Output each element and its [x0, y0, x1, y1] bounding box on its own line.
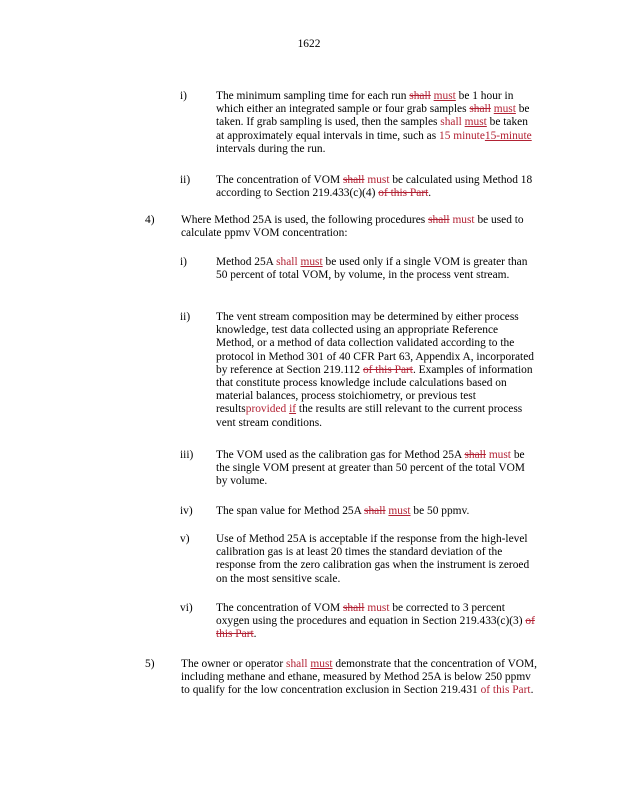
body-text: be taken at approximately equal intervals in time, such as	[216, 116, 528, 142]
item-text	[216, 602, 538, 642]
inserted-text: must	[388, 505, 411, 517]
item-text	[216, 311, 538, 430]
item-text	[216, 90, 538, 156]
revised-text: of this Part	[480, 684, 531, 697]
item-text	[216, 174, 538, 200]
revised-text: 15 minute	[439, 129, 485, 142]
inserted-text: 15-minute	[484, 129, 532, 142]
deleted-text: shall	[364, 505, 386, 517]
inserted-text: must	[493, 103, 516, 116]
item-text	[181, 658, 539, 698]
item-label: i)	[180, 256, 187, 268]
inserted-text: must	[464, 116, 487, 129]
body-text: The concentration of VOM	[216, 174, 343, 186]
item-label: iii)	[180, 449, 194, 461]
deleted-text: shall	[428, 214, 450, 226]
deleted-text: shall	[342, 174, 365, 186]
revised-text: must	[452, 214, 475, 226]
body-text: intervals during the run.	[216, 142, 326, 155]
body-text: be used only if a single VOM is greater than 50 percent of total VOM, by volume, in the process vent stream.	[216, 256, 528, 282]
body-text: Where Method 25A is used, the following procedures	[181, 214, 429, 226]
body-text: The span value for Method 25A	[216, 505, 365, 517]
body-text: The vent stream composition may be determined by either process knowledge, test data collected using an appropriate Reference Method, or a method of data collection validated according to the protocol in Method 301 of 40 CFR Part 63, Appendix A, incorporated by reference at Section 219.112	[216, 311, 534, 376]
revised-text: must	[367, 174, 390, 186]
item-label: i)	[180, 90, 187, 102]
body-text: demonstrate that the concentration of VOM, including methane and ethane, measured by Method 25A is below 250 ppmv to qualify for the low concentration exclusion in Section 219.431	[181, 658, 537, 697]
deleted-text: of this Part	[362, 363, 413, 376]
deleted-text: of this Part	[216, 615, 535, 641]
body-text: be 1 hour in which either an integrated sample or four grab samples	[216, 90, 514, 116]
deleted-text: of this Part	[378, 187, 429, 200]
deleted-text: shall	[464, 449, 486, 461]
deleted-text: shall	[469, 103, 491, 116]
body-text: Use of Method 25A is acceptable if the response from the high-level calibration gas is at least 20 times the standard deviation of the response from the zero calibration gas when the instrument is zeroed on the most sensitive scale.	[216, 533, 530, 585]
revised-text: shall	[286, 658, 308, 670]
body-text: The VOM used as the calibration gas for Method 25A	[216, 449, 465, 461]
item-text	[216, 256, 538, 282]
body-text: .	[253, 628, 257, 641]
deleted-text: shall	[342, 602, 365, 614]
item-label: v)	[180, 533, 190, 545]
body-text: Method 25A	[216, 256, 277, 268]
revised-text: must	[367, 602, 390, 614]
body-text: be used to calculate ppmv VOM concentration:	[181, 214, 524, 240]
revised-text: shall	[440, 116, 462, 129]
body-text: .	[428, 187, 432, 200]
body-text: be 50 ppmv.	[410, 505, 470, 517]
inserted-text: must	[310, 658, 333, 670]
inserted-text: if	[289, 403, 297, 416]
item-label: iv)	[180, 505, 193, 517]
item-label: 4)	[145, 214, 155, 226]
item-label: 5)	[145, 658, 155, 670]
body-text: .	[530, 684, 534, 697]
revised-text: shall	[276, 256, 298, 268]
page-number: 1622	[297, 38, 321, 50]
inserted-text: must	[300, 256, 323, 268]
deleted-text: shall	[409, 90, 431, 102]
item-text	[216, 505, 538, 518]
body-text: The concentration of VOM	[216, 602, 343, 614]
revised-text: must	[488, 449, 511, 461]
body-text: be corrected to 3 percent oxygen using the procedures and equation in Section 219.433(c)(3)	[216, 602, 526, 628]
body-text: be calculated using Method 18 according to Section 219.433(c)(4)	[216, 174, 533, 200]
revised-text: provided	[245, 403, 290, 416]
item-label: ii)	[180, 174, 191, 186]
body-text: The minimum sampling time for each run	[216, 90, 410, 102]
item-text	[216, 449, 538, 489]
item-text	[216, 533, 538, 586]
item-label: ii)	[180, 311, 191, 323]
body-text: . Examples of information that constitute process knowledge include calculations based on material balances, process stoichiometry, or previous test results	[216, 363, 533, 416]
body-text: The owner or operator	[181, 658, 287, 670]
body-text: the results are still relevant to the current process vent stream conditions.	[216, 403, 523, 429]
item-label: vi)	[180, 602, 193, 614]
body-text: be taken. If grab sampling is used, then the samples	[216, 103, 530, 129]
item-text	[181, 214, 539, 240]
body-text: be the single VOM present at greater than 50 percent of the total VOM by volume.	[216, 449, 525, 488]
inserted-text: must	[433, 90, 456, 102]
